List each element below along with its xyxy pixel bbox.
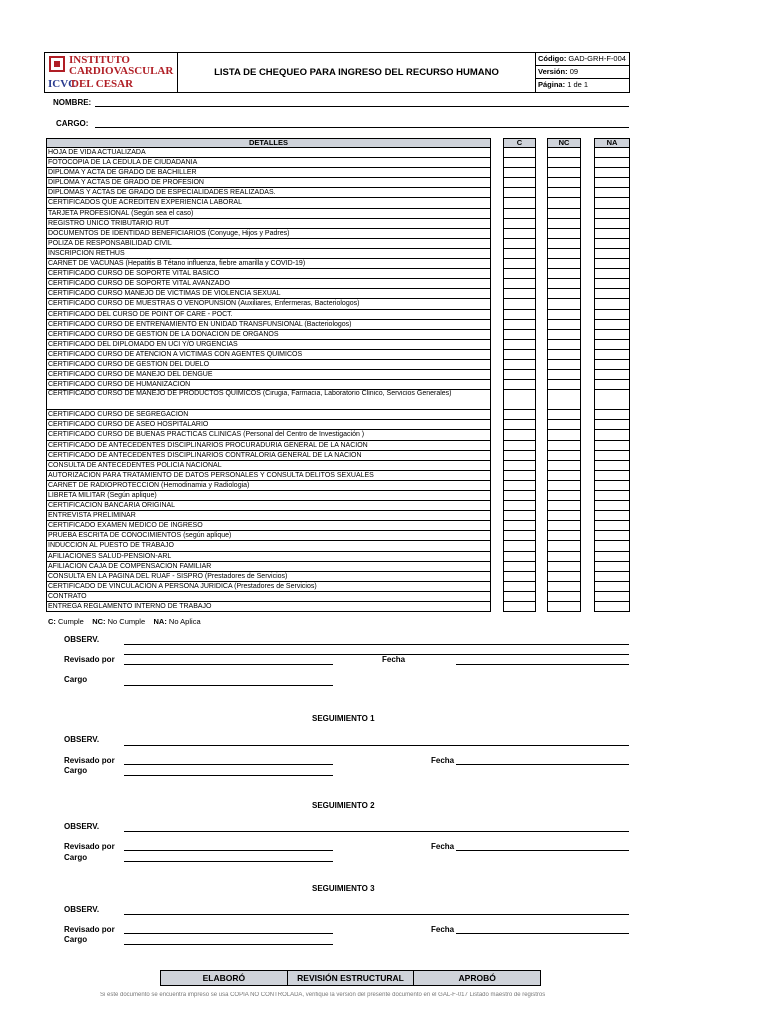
checkbox-c[interactable] (503, 602, 536, 612)
seg3-observ-label: OBSERV. (64, 905, 100, 914)
checkbox-c[interactable] (503, 188, 536, 198)
checkbox-c[interactable] (503, 320, 536, 330)
checklist-row: PRUEBA ESCRITA DE CONOCIMIENTOS (según aplique) (46, 531, 491, 541)
checkbox-na[interactable] (594, 178, 630, 188)
checkbox-na[interactable] (594, 198, 630, 208)
codigo-value: GAD-GRH-F-004 (568, 54, 626, 63)
heart-logo-icon (49, 56, 65, 72)
checkbox-c[interactable] (503, 350, 536, 360)
column-na (594, 148, 630, 612)
checkbox-c[interactable] (503, 330, 536, 340)
checkbox-c[interactable] (503, 410, 536, 420)
checklist-row: CERTIFICADO CURSO DE GESTION DE LA DONACION DE ORGANOS (46, 330, 491, 340)
version-label: Versión: (538, 67, 568, 76)
legend-nc-key: NC: (92, 617, 106, 626)
checkbox-na[interactable] (594, 158, 630, 168)
checklist-row: CERTIFICADO CURSO DE ATENCION A VICTIMAS CON AGENTES QUIMICOS (46, 350, 491, 360)
checklist-row: CERTIFICADO CURSO DE SOPORTE VITAL AVANZADO (46, 279, 491, 289)
checkbox-c[interactable] (503, 249, 536, 259)
checkbox-na[interactable] (594, 370, 630, 380)
checkbox-na[interactable] (594, 572, 630, 582)
checklist-table (46, 148, 491, 612)
seguimiento-3-title: SEGUIMIENTO 3 (312, 884, 375, 893)
checkbox-na[interactable] (594, 229, 630, 239)
checkbox-na[interactable] (594, 461, 630, 471)
checkbox-na[interactable] (594, 239, 630, 249)
legend-na-text: No Aplica (166, 617, 201, 626)
checkbox-na[interactable] (594, 451, 630, 461)
checklist-row: CARNET DE VACUNAS (Hepatitis B Tétano influenza, fiebre amarilla y COVID-19) (46, 259, 491, 269)
checkbox-nc[interactable] (547, 198, 581, 208)
checkbox-nc[interactable] (547, 219, 581, 229)
checkbox-na[interactable] (594, 441, 630, 451)
institution-logo (45, 53, 178, 92)
checklist-row: AUTORIZACION PARA TRATAMIENTO DE DATOS PERSONALES Y CONSULTA DELITOS SEXUALES (46, 471, 491, 481)
legend-nc-text: No Cumple (105, 617, 146, 626)
checkbox-nc[interactable] (547, 471, 581, 481)
version-value: 09 (569, 67, 579, 76)
checkbox-na[interactable] (594, 219, 630, 229)
checkbox-nc[interactable] (547, 552, 581, 562)
checkbox-c[interactable] (503, 168, 536, 178)
document-title: LISTA DE CHEQUEO PARA INGRESO DEL RECURSO HUMANO (178, 53, 536, 92)
revisado-label: Revisado por (64, 655, 115, 664)
column-c (503, 148, 536, 612)
checklist-row: AFILIACIONES SALUD-PENSION-ARL (46, 552, 491, 562)
checklist-row: CERTIFICADO CURSO DE BUENAS PRACTICAS CLINICAS (Personal del Centro de Investigación ) (46, 430, 491, 440)
checkbox-nc[interactable] (547, 541, 581, 551)
legend-c-key: C: (48, 617, 56, 626)
checkbox-na[interactable] (594, 602, 630, 612)
elaboro-header: ELABORÓ (161, 971, 288, 985)
seguimiento-1-title: SEGUIMIENTO 1 (312, 714, 375, 723)
logo-line-3: DEL CESAR (71, 78, 134, 90)
checkbox-c[interactable] (503, 390, 536, 410)
legend (48, 617, 201, 626)
checklist-row: CERTIFICADO EXAMEN MEDICO DE INGRESO (46, 521, 491, 531)
checkbox-c[interactable] (503, 441, 536, 451)
checkbox-na[interactable] (594, 531, 630, 541)
seg3-fecha-label: Fecha (431, 925, 455, 934)
checkbox-c[interactable] (503, 541, 536, 551)
checkbox-na[interactable] (594, 501, 630, 511)
cargo-label: CARGO: (56, 119, 89, 128)
codigo-row (536, 53, 629, 66)
checkbox-na[interactable] (594, 209, 630, 219)
checkbox-na[interactable] (594, 410, 630, 420)
footer-note: Si este documento se encuentra impreso se usa COPIA NO CONTROLADA, verifique la versión del presente documento en el GAL-F-017 Listado maestro de registros (100, 992, 546, 998)
seg2-fecha-field[interactable] (456, 850, 629, 851)
checkbox-na[interactable] (594, 279, 630, 289)
aprobo-header: APROBÓ (458, 973, 496, 983)
revision-header: REVISIÓN ESTRUCTURAL (288, 971, 415, 985)
header-nc: NC (547, 138, 581, 148)
checkbox-nc[interactable] (547, 501, 581, 511)
checkbox-c[interactable] (503, 299, 536, 309)
seg1-cargo-field[interactable] (124, 775, 333, 776)
observ-line-2[interactable] (124, 654, 629, 655)
checkbox-c[interactable] (503, 511, 536, 521)
legend-c-text: Cumple (55, 617, 84, 626)
checkbox-na[interactable] (594, 592, 630, 602)
seg1-cargo-label: Cargo (64, 766, 88, 775)
nombre-field[interactable] (95, 106, 629, 107)
checkbox-c[interactable] (503, 461, 536, 471)
seg2-cargo-label: Cargo (64, 853, 88, 862)
checkbox-c[interactable] (503, 310, 536, 320)
cargo-review-label: Cargo (64, 675, 88, 684)
seg1-observ-line[interactable] (124, 745, 629, 746)
checkbox-c[interactable] (503, 370, 536, 380)
seguimiento-2-title: SEGUIMIENTO 2 (312, 801, 375, 810)
header-detalles: DETALLES (46, 138, 491, 148)
seg3-observ-line[interactable] (124, 914, 629, 915)
checkbox-na[interactable] (594, 390, 630, 410)
checklist-row: CONSULTA EN LA PAGINA DEL RUAF - SISPRO (Prestadores de Servicios) (46, 572, 491, 582)
checkbox-nc[interactable] (547, 441, 581, 451)
checklist-row: CERTIFICADO DE ANTECEDENTES DISCIPLINARIOS CONTRALORIA GENERAL DE LA NACION (46, 451, 491, 461)
checkbox-c[interactable] (503, 340, 536, 350)
checkbox-nc[interactable] (547, 168, 581, 178)
seg2-fecha-label: Fecha (431, 842, 455, 851)
checkbox-nc[interactable] (547, 380, 581, 390)
checklist-row: ENTREGA REGLAMENTO INTERNO DE TRABAJO (46, 602, 491, 612)
seg1-fecha-label: Fecha (431, 756, 455, 765)
checkbox-nc[interactable] (547, 239, 581, 249)
checklist-row: CERTIFICADO DE VINCULACION A PERSONA JURIDICA (Prestadores de Servicios) (46, 582, 491, 592)
seg2-revisado-field[interactable] (124, 850, 333, 851)
checkbox-nc[interactable] (547, 491, 581, 501)
nombre-label: NOMBRE: (53, 98, 92, 107)
checkbox-nc[interactable] (547, 299, 581, 309)
checkbox-nc[interactable] (547, 562, 581, 572)
checklist-row: CONTRATO (46, 592, 491, 602)
checkbox-nc[interactable] (547, 320, 581, 330)
checkbox-c[interactable] (503, 269, 536, 279)
checkbox-nc[interactable] (547, 229, 581, 239)
checkbox-c[interactable] (503, 158, 536, 168)
checklist-row: CERTIFICADO CURSO DE MANEJO DE PRODUCTOS QUIMICOS (Cirugia, Farmacia, Laboratorio Clinico, Servicios Generales) (46, 390, 491, 410)
checkbox-c[interactable] (503, 501, 536, 511)
checkbox-na[interactable] (594, 188, 630, 198)
seg2-revisado-label: Revisado por (64, 842, 115, 851)
header-na: NA (594, 138, 630, 148)
checklist-row: CERTIFICADO CURSO DE SEGREGACION (46, 410, 491, 420)
checkbox-nc[interactable] (547, 602, 581, 612)
checkbox-nc[interactable] (547, 521, 581, 531)
checkbox-nc[interactable] (547, 420, 581, 430)
seg1-revisado-label: Revisado por (64, 756, 115, 765)
checkbox-nc[interactable] (547, 592, 581, 602)
checkbox-nc[interactable] (547, 178, 581, 188)
checkbox-c[interactable] (503, 562, 536, 572)
checkbox-c[interactable] (503, 198, 536, 208)
checklist-row: HOJA DE VIDA ACTUALIZADA (46, 148, 491, 158)
checklist-row: DIPLOMA Y ACTA DE GRADO DE BACHILLER (46, 168, 491, 178)
checkbox-c[interactable] (503, 592, 536, 602)
checkbox-na[interactable] (594, 380, 630, 390)
checkbox-c[interactable] (503, 178, 536, 188)
checkbox-nc[interactable] (547, 340, 581, 350)
checkbox-c[interactable] (503, 289, 536, 299)
checkbox-nc[interactable] (547, 410, 581, 420)
legend-na-key: NA: (153, 617, 167, 626)
checklist-row: CERTIFICADO CURSO DE GESTION DEL DUELO (46, 360, 491, 370)
checkbox-nc[interactable] (547, 430, 581, 440)
revisado-field[interactable] (124, 664, 333, 665)
checklist-row: CERTIFICADO DE ANTECEDENTES DISCIPLINARIOS PROCURADURIA GENERAL DE LA NACION (46, 441, 491, 451)
checklist-row: CERTIFICADO DEL CURSO DE POINT OF CARE - POCT. (46, 310, 491, 320)
checklist-row: LIBRETA MILITAR (Según aplique) (46, 491, 491, 501)
version-row (536, 66, 629, 79)
checkbox-nc[interactable] (547, 531, 581, 541)
checkbox-na[interactable] (594, 481, 630, 491)
checklist-row: FOTOCOPIA DE LA CEDULA DE CIUDADANIA (46, 158, 491, 168)
checkbox-nc[interactable] (547, 390, 581, 410)
seg1-revisado-field[interactable] (124, 764, 333, 765)
checkbox-c[interactable] (503, 491, 536, 501)
cargo-field[interactable] (95, 127, 629, 128)
checkbox-c[interactable] (503, 239, 536, 249)
checkbox-nc[interactable] (547, 370, 581, 380)
checkbox-c[interactable] (503, 471, 536, 481)
document-meta (536, 53, 629, 92)
checklist-row: CERTIFICACION BANCARIA ORIGINAL (46, 501, 491, 511)
logo-acronym: ICVC (48, 78, 77, 90)
checkbox-na[interactable] (594, 360, 630, 370)
seg3-cargo-field[interactable] (124, 944, 333, 945)
checklist-row: POLIZA DE RESPONSABILIDAD CIVIL (46, 239, 491, 249)
seg3-revisado-label: Revisado por (64, 925, 115, 934)
checkbox-na[interactable] (594, 420, 630, 430)
checklist-row: CONSULTA DE ANTECEDENTES POLICIA NACIONAL (46, 461, 491, 471)
document-header (44, 52, 630, 93)
checklist-row: AFILIACION CAJA DE COMPENSACION FAMILIAR (46, 562, 491, 572)
cargo-review-field[interactable] (124, 685, 333, 686)
checkbox-nc[interactable] (547, 209, 581, 219)
checkbox-na[interactable] (594, 552, 630, 562)
checkbox-c[interactable] (503, 572, 536, 582)
checkbox-nc[interactable] (547, 310, 581, 320)
checkbox-c[interactable] (503, 552, 536, 562)
checkbox-nc[interactable] (547, 451, 581, 461)
checkbox-nc[interactable] (547, 279, 581, 289)
checkbox-c[interactable] (503, 582, 536, 592)
checkbox-na[interactable] (594, 148, 630, 158)
fecha-field[interactable] (456, 664, 629, 665)
checkbox-na[interactable] (594, 299, 630, 309)
checkbox-nc[interactable] (547, 269, 581, 279)
checklist-row: CERTIFICADO CURSO DE MANEJO DEL DENGUE (46, 370, 491, 380)
logo-line-1: INSTITUTO (69, 54, 130, 66)
checkbox-c[interactable] (503, 420, 536, 430)
checkbox-na[interactable] (594, 471, 630, 481)
header-c: C (503, 138, 536, 148)
checklist-row: CERTIFICADOS QUE ACREDITEN EXPERIENCIA LABORAL (46, 198, 491, 208)
checklist-row: CERTIFICADO CURSO DE ENTRENAMIENTO EN UNIDAD TRANSFUNSIONAL (Bacteriologos) (46, 320, 491, 330)
checkbox-na[interactable] (594, 541, 630, 551)
checkbox-c[interactable] (503, 229, 536, 239)
seg2-observ-label: OBSERV. (64, 822, 100, 831)
pagina-row (536, 79, 629, 92)
checkbox-c[interactable] (503, 148, 536, 158)
checkbox-c[interactable] (503, 360, 536, 370)
checkbox-na[interactable] (594, 330, 630, 340)
checklist-row: REGISTRO UNICO TRIBUTARIO RUT (46, 219, 491, 229)
seg2-observ-line[interactable] (124, 831, 629, 832)
checklist-row: CERTIFICADO CURSO DE MUESTRAS O VENOPUNSION (Auxiliares, Enfermeras, Bacteriologos) (46, 299, 491, 309)
checkbox-c[interactable] (503, 430, 536, 440)
checkbox-na[interactable] (594, 521, 630, 531)
checkbox-nc[interactable] (547, 461, 581, 471)
checkbox-nc[interactable] (547, 148, 581, 158)
checkbox-nc[interactable] (547, 481, 581, 491)
checkbox-c[interactable] (503, 380, 536, 390)
checkbox-na[interactable] (594, 350, 630, 360)
checkbox-c[interactable] (503, 521, 536, 531)
checkbox-c[interactable] (503, 209, 536, 219)
checklist-row: CERTIFICADO CURSO MANEJO DE VICTIMAS DE VIOLENCIA SEXUAL (46, 289, 491, 299)
logo-line-2: CARDIOVASCULAR (69, 65, 174, 77)
checkbox-na[interactable] (594, 511, 630, 521)
checklist-row: DOCUMENTOS DE IDENTIDAD BENEFICIARIOS (Conyuge, Hijos y Padres) (46, 229, 491, 239)
checkbox-na[interactable] (594, 320, 630, 330)
checkbox-na[interactable] (594, 340, 630, 350)
checkbox-na[interactable] (594, 249, 630, 259)
checkbox-nc[interactable] (547, 511, 581, 521)
pagina-value: 1 de 1 (567, 80, 589, 89)
checkbox-c[interactable] (503, 451, 536, 461)
checkbox-nc[interactable] (547, 289, 581, 299)
checkbox-c[interactable] (503, 259, 536, 269)
checkbox-na[interactable] (594, 289, 630, 299)
codigo-label: Código: (538, 54, 567, 63)
seg3-revisado-field[interactable] (124, 933, 333, 934)
observ-line-1[interactable] (124, 644, 629, 645)
column-nc (547, 148, 581, 612)
checkbox-na[interactable] (594, 582, 630, 592)
checkbox-c[interactable] (503, 481, 536, 491)
checklist-row: CARNET DE RADIOPROTECCION (Hemodinamia y Radiologia) (46, 481, 491, 491)
checkbox-nc[interactable] (547, 158, 581, 168)
checklist-row: TARJETA PROFESIONAL (Según sea el caso) (46, 209, 491, 219)
observ-label: OBSERV. (64, 635, 100, 644)
checklist-row: INDUCCION AL PUESTO DE TRABAJO (46, 541, 491, 551)
checkbox-nc[interactable] (547, 350, 581, 360)
seg1-observ-label: OBSERV. (64, 735, 100, 744)
checkbox-na[interactable] (594, 269, 630, 279)
checkbox-nc[interactable] (547, 249, 581, 259)
checkbox-c[interactable] (503, 279, 536, 289)
checkbox-c[interactable] (503, 531, 536, 541)
checklist-row: CERTIFICADO CURSO DE ASEO HOSPITALARIO (46, 420, 491, 430)
checklist-row: DIPLOMA Y ACTAS DE GRADO DE PROFESION (46, 178, 491, 188)
seg3-fecha-field[interactable] (456, 933, 629, 934)
checklist-row: DIPLOMAS Y ACTAS DE GRADO DE ESPECIALIDADES REALIZADAS. (46, 188, 491, 198)
checkbox-nc[interactable] (547, 330, 581, 340)
seg2-cargo-field[interactable] (124, 861, 333, 862)
checkbox-na[interactable] (594, 430, 630, 440)
checkbox-na[interactable] (594, 562, 630, 572)
checkbox-na[interactable] (594, 259, 630, 269)
checkbox-na[interactable] (594, 168, 630, 178)
checkbox-na[interactable] (594, 310, 630, 320)
checklist-row: CERTIFICADO DEL DIPLOMADO EN UCI Y/O URGENCIAS (46, 340, 491, 350)
checkbox-na[interactable] (594, 491, 630, 501)
pagina-label: Página: (538, 80, 566, 89)
checkbox-nc[interactable] (547, 259, 581, 269)
checklist-row: CERTIFICADO CURSO DE HUMANIZACION (46, 380, 491, 390)
checkbox-nc[interactable] (547, 188, 581, 198)
approval-table (160, 970, 541, 986)
checkbox-nc[interactable] (547, 572, 581, 582)
fecha-label: Fecha (382, 655, 406, 664)
checklist-row: INSCRIPCION RETHUS (46, 249, 491, 259)
checklist-row: ENTREVISTA PRELIMINAR (46, 511, 491, 521)
checkbox-c[interactable] (503, 219, 536, 229)
checkbox-nc[interactable] (547, 360, 581, 370)
seg1-fecha-field[interactable] (456, 764, 629, 765)
checkbox-nc[interactable] (547, 582, 581, 592)
checklist-row: CERTIFICADO CURSO DE SOPORTE VITAL BASICO (46, 269, 491, 279)
seg3-cargo-label: Cargo (64, 935, 88, 944)
